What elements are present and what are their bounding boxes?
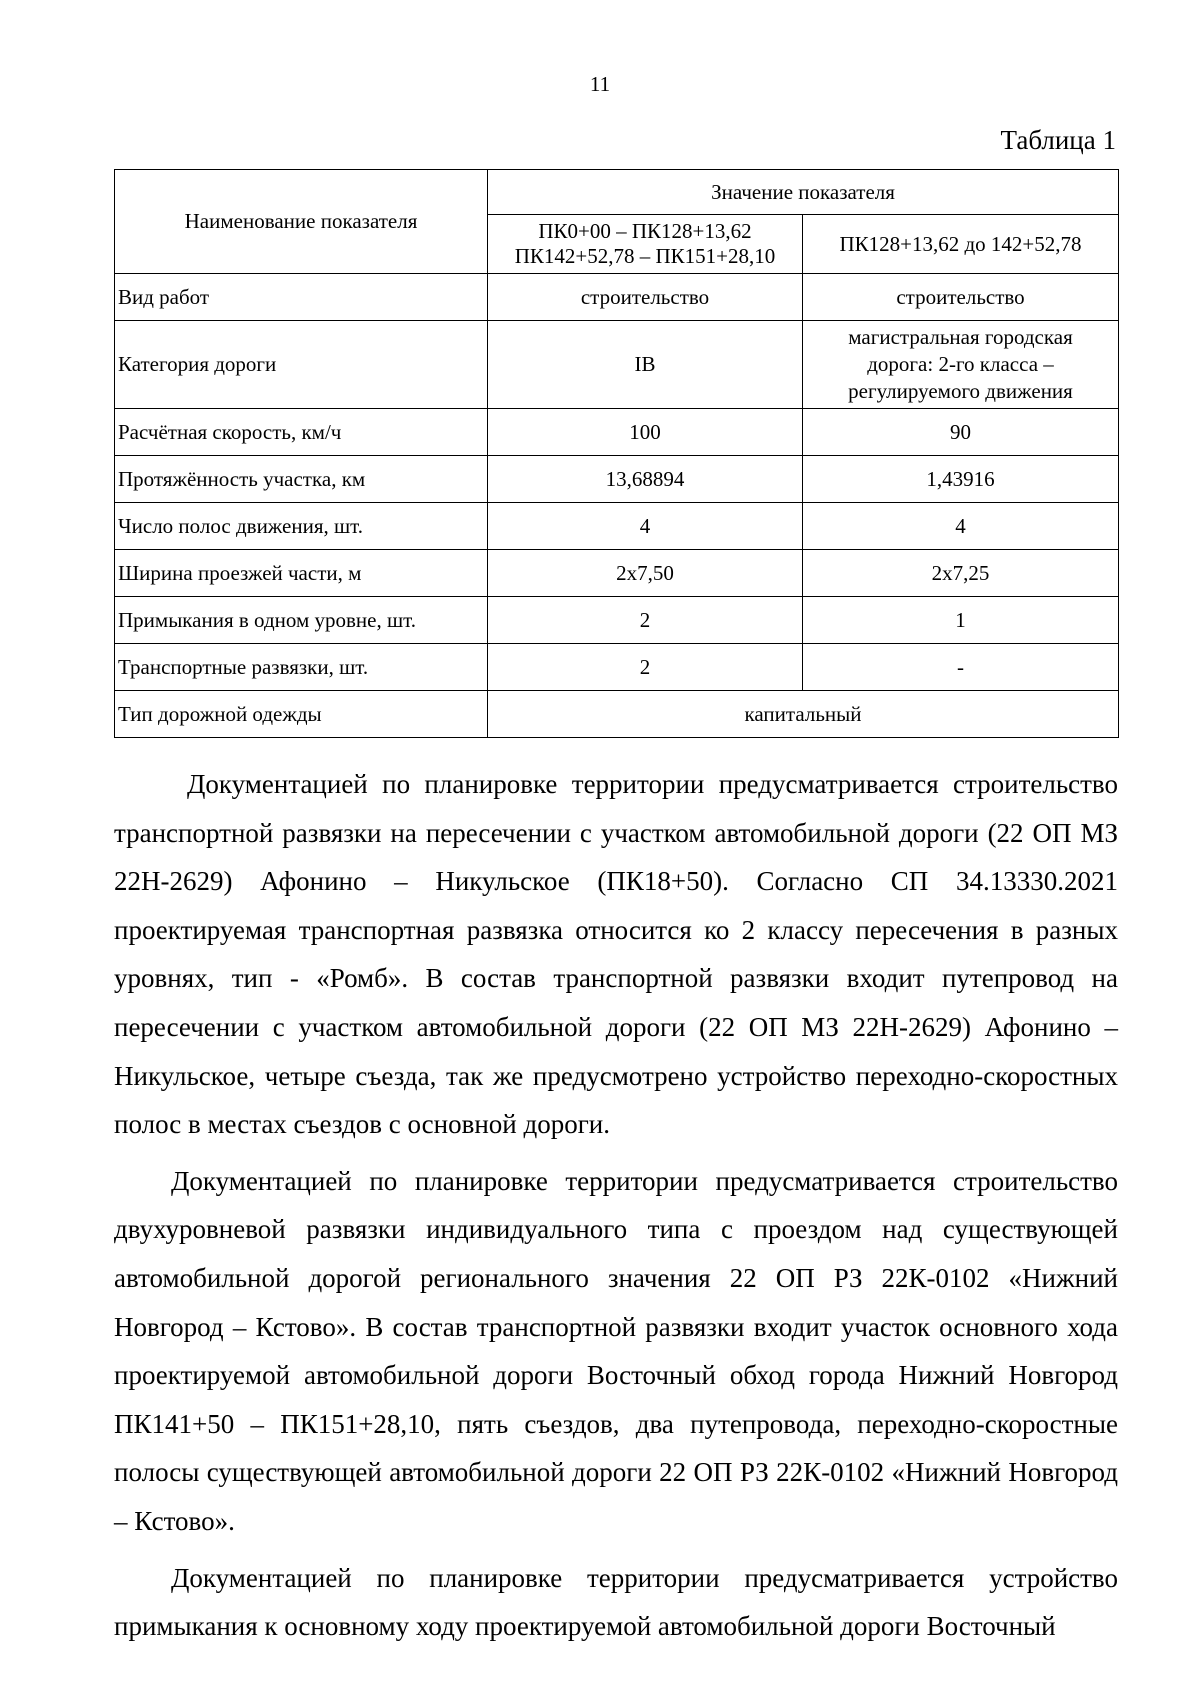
header-indicator-name bbox=[115, 170, 488, 274]
row-value-b: 1,43916 bbox=[803, 456, 1119, 503]
page-number: 11 bbox=[589, 72, 611, 96]
row-name: Число полос движения, шт. bbox=[115, 503, 488, 550]
header-section-b-text: ПК128+13,62 до 142+52,78 bbox=[839, 231, 1082, 256]
row-value-merged: капитальный bbox=[488, 691, 1119, 738]
table-row bbox=[115, 550, 1119, 597]
row-value-b-line1: магистральная городская bbox=[848, 325, 1073, 349]
paragraph: Документацией по планировке территории предусматривается строительство транспортной развязки на пересечении с участком автомобильной дороги (22 ОП МЗ 22Н-2629) Афонино – Никульское (ПК18+50). Согласно СП 34.13330.2021 проектируемая транспортная развязка относится ко 2 классу пересечения в разных уровнях, тип - «Ромб». В состав транспортной развязки входит путепровод на пересечении с участком автомобильной дороги (22 ОП МЗ 22Н-2629) Афонино – Никульское, четыре съезда, так же предусмотрено устройство переходно-скоростных полос в местах съездов с основной дороги. bbox=[114, 769, 1118, 1140]
row-name: Расчётная скорость, км/ч bbox=[115, 409, 488, 456]
row-name: Транспортные развязки, шт. bbox=[115, 644, 488, 691]
table-row bbox=[115, 274, 1119, 321]
header-value-group-text: Значение показателя bbox=[711, 179, 895, 204]
row-value-a: 4 bbox=[488, 503, 803, 550]
row-value-a: IВ bbox=[488, 321, 803, 409]
row-value-a: 2х7,50 bbox=[488, 550, 803, 597]
row-name: Вид работ bbox=[115, 274, 488, 321]
row-value-b: строительство bbox=[803, 274, 1119, 321]
header-section-a bbox=[488, 215, 803, 274]
header-value-group bbox=[488, 170, 1119, 215]
body-text bbox=[114, 760, 1118, 1659]
row-value-b: 90 bbox=[803, 409, 1119, 456]
table-row bbox=[115, 597, 1119, 644]
row-name: Ширина проезжей части, м bbox=[115, 550, 488, 597]
paragraph: Документацией по планировке территории предусматривается устройство примыкания к основному ходу проектируемой автомобильной дороги Восточный bbox=[114, 1562, 1118, 1642]
paragraph: Документацией по планировке территории предусматривается строительство двухуровневой развязки индивидуального типа с проездом над существующей автомобильной дорогой регионального значения 22 ОП РЗ 22К-0102 «Нижний Новгород – Кстово». В состав транспортной развязки входит участок основного хода проектируемой автомобильной дороги Восточный обход города Нижний Новгород ПК141+50 – ПК151+28,10, пять съездов, два путепровода, переходно-скоростные полосы существующей автомобильной дороги 22 ОП РЗ 22К-0102 «Нижний Новгород – Кстово». bbox=[114, 1165, 1118, 1536]
header-section-a-line2: ПК142+52,78 – ПК151+28,10 bbox=[514, 244, 776, 268]
row-value-a: 2 bbox=[488, 597, 803, 644]
row-value-b: 4 bbox=[803, 503, 1119, 550]
row-value-b: - bbox=[803, 644, 1119, 691]
row-name: Тип дорожной одежды bbox=[115, 691, 488, 738]
table-row bbox=[115, 691, 1119, 738]
row-value-a: 2 bbox=[488, 644, 803, 691]
table-row bbox=[115, 456, 1119, 503]
row-name: Протяжённость участка, км bbox=[115, 456, 488, 503]
table-row bbox=[115, 321, 1119, 409]
table-caption: Таблица 1 bbox=[1000, 125, 1116, 155]
table-row bbox=[115, 409, 1119, 456]
parameters-table bbox=[114, 169, 1119, 738]
row-value-b-line3: регулируемого движения bbox=[848, 379, 1073, 403]
row-value-b-line2: дорога: 2-го класса – bbox=[867, 352, 1054, 376]
header-section-a-line1: ПК0+00 – ПК128+13,62 bbox=[538, 219, 752, 243]
row-value-b: 1 bbox=[803, 597, 1119, 644]
row-value-b: 2х7,25 bbox=[803, 550, 1119, 597]
table-row bbox=[115, 503, 1119, 550]
row-value-a: 100 bbox=[488, 409, 803, 456]
row-value-b bbox=[803, 321, 1119, 409]
header-section-b bbox=[803, 215, 1119, 274]
row-value-a: строительство bbox=[488, 274, 803, 321]
row-name: Категория дороги bbox=[115, 321, 488, 409]
header-indicator-name-text: Наименование показателя bbox=[184, 209, 418, 233]
row-name: Примыкания в одном уровне, шт. bbox=[115, 597, 488, 644]
row-value-a: 13,68894 bbox=[488, 456, 803, 503]
table-row bbox=[115, 644, 1119, 691]
